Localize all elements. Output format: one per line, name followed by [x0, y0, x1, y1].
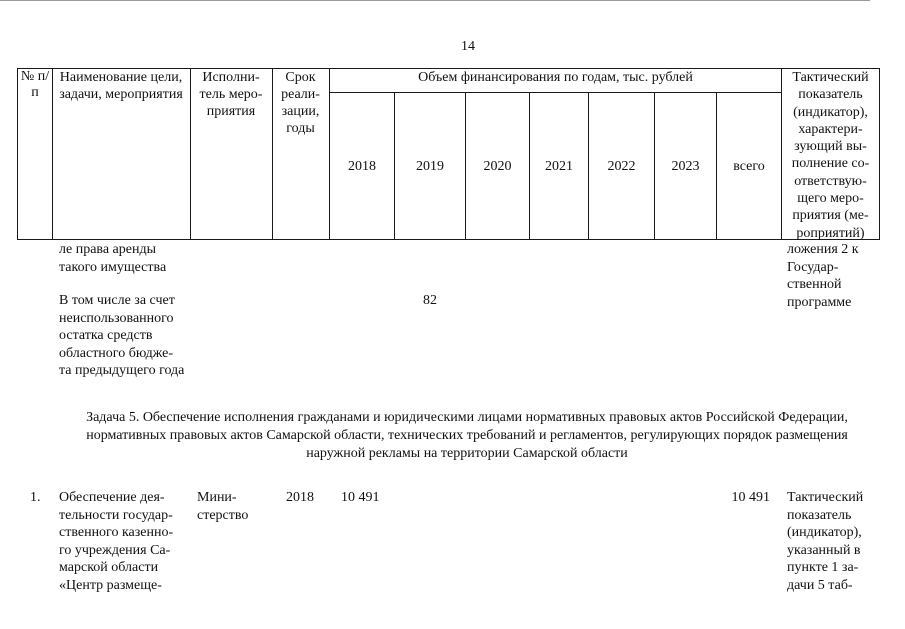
col-divider: [329, 68, 330, 240]
row-indicator: Тактический показатель (индикатор), указанный в пункте 1 за- дачи 5 таб-: [787, 490, 864, 593]
header-year: 2018: [348, 159, 376, 174]
header-total: всего: [733, 159, 765, 174]
table-header-bottom-border: [17, 239, 880, 240]
continued-indicator-text: ложения 2 к Государ- ственной программе: [787, 242, 859, 310]
header-term: Срок реали- зации, годы: [281, 70, 320, 136]
row-executor: Мини- стерство: [197, 490, 249, 523]
header-name: Наименование цели, задачи, мероприятия: [59, 70, 183, 102]
top-border-line: [0, 0, 870, 1]
row-name: Обеспечение дея- тельности государ- ственного казенно- го учреждения Са- марской области «Центр размеще-: [59, 490, 174, 593]
col-divider: [272, 68, 273, 240]
header-year: 2019: [416, 159, 444, 174]
row-term: 2018: [286, 490, 314, 505]
continued-name-text: ле права аренды такого имущества: [59, 242, 167, 275]
page-number: 14: [461, 39, 475, 54]
header-year: 2023: [671, 159, 700, 174]
header-year: 2021: [545, 159, 573, 174]
header-funding: Объем финансирования по годам, тыс. рублей: [418, 70, 693, 85]
row-total: 10 491: [731, 490, 770, 505]
header-year: 2020: [483, 159, 512, 174]
header-executor: Исполни- тель меро- приятия: [199, 70, 263, 119]
col-divider: [781, 68, 782, 240]
subrow-value-2019: 82: [423, 293, 437, 308]
header-year: 2022: [607, 159, 636, 174]
funding-subheader-line: [329, 92, 781, 93]
header-number: № п/п: [20, 69, 50, 100]
subrow-name: В том числе за счет неиспользованного остатка средств областного бюдже- та предыдущего года: [59, 293, 185, 378]
row-number: 1.: [30, 490, 41, 505]
col-divider: [52, 68, 53, 240]
header-indicator: Тактический показатель (индикатор), характери- зующий вы- полнение со- ответствую- щего меро- приятия (ме- роприятий): [791, 70, 870, 241]
col-divider: [879, 68, 880, 240]
col-divider: [190, 68, 191, 240]
row-value-2018: 10 491: [341, 490, 380, 505]
task-heading: Задача 5. Обеспечение исполнения гражданами и юридическими лицами нормативных правовых актов Российской Федерации, нормативных правовых актов Самарской области, технических требований и регламентов, регулирующих порядок размещения наружной рекламы на территории Самарской области: [86, 410, 848, 461]
